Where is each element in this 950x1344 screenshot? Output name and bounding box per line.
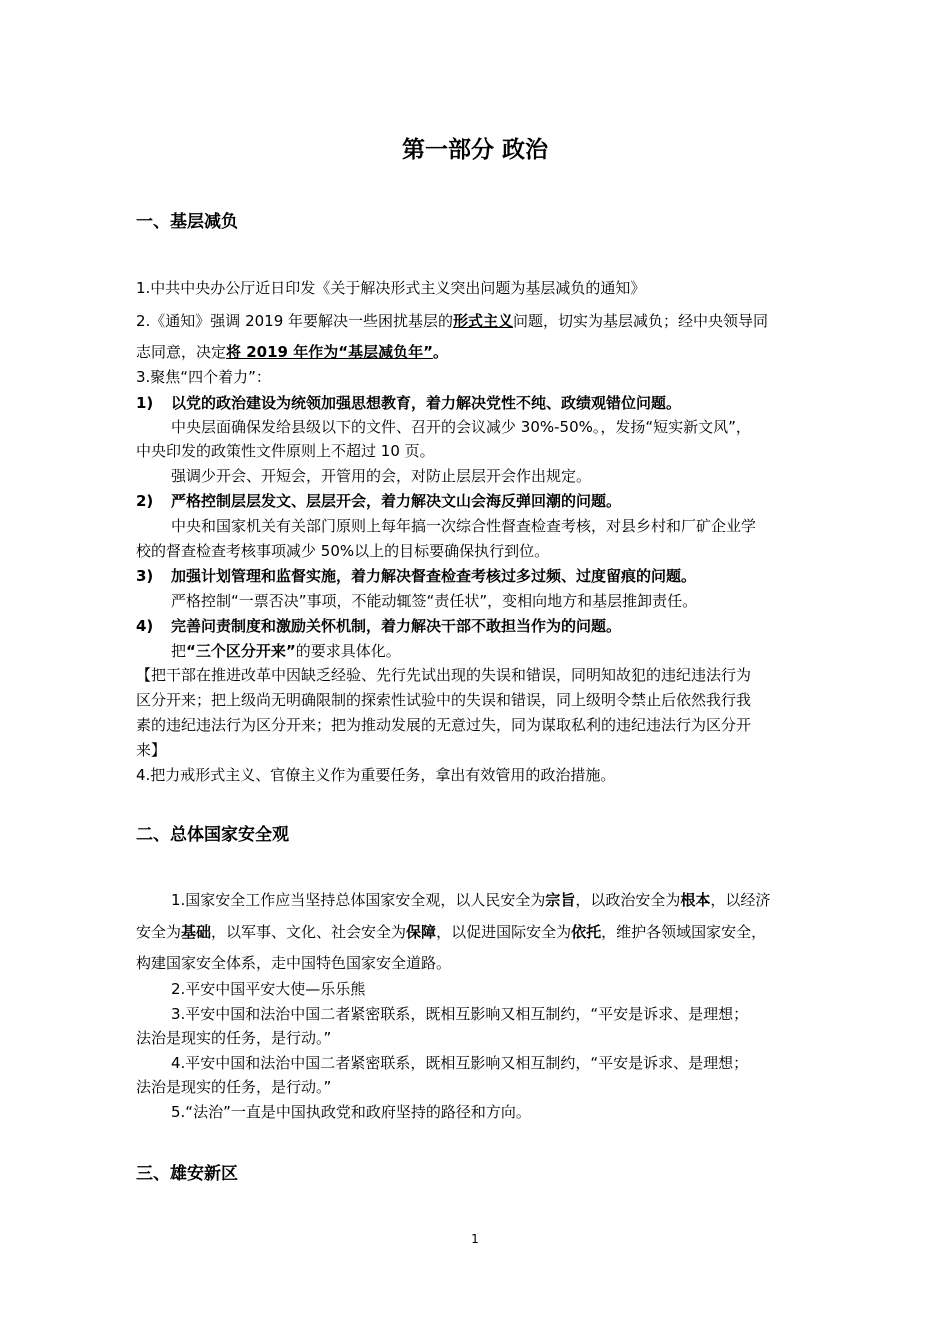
numbered-item <box>136 392 681 415</box>
item-text: 完善问责制度和激励关怀机制，着力解决干部不敢担当作为的问题。 <box>171 617 622 635</box>
paragraph-line: 4.把力戒形式主义、官僚主义作为重要任务，拿出有效管用的政治措施。 <box>136 766 616 784</box>
paragraph-line: 中央和国家机关有关部门原则上每年搞一次综合性督查检查考核，对县乡村和厂矿企业学 <box>171 517 757 535</box>
section-heading-1: 一、基层减负 <box>136 212 238 232</box>
numbered-item <box>136 490 621 513</box>
text-run: 。 <box>432 343 448 361</box>
text-run: 1.国家安全工作应当坚持总体国家安全观，以人民安全为 <box>171 891 546 909</box>
numbered-item <box>136 565 696 588</box>
bold-term: “三个区分开来” <box>186 642 296 660</box>
paragraph-line <box>136 921 766 944</box>
item-text: 加强计划管理和监督实施，着力解决督查检查考核过多过频、过度留痕的问题。 <box>171 567 697 585</box>
section-heading-2: 二、总体国家安全观 <box>136 825 289 845</box>
item-number: 4) <box>136 617 154 635</box>
text-run: 问题，切实为基层减负；经中央领导同 <box>513 312 769 330</box>
item-text: 严格控制层层发文、层层开会，着力解决文山会海反弹回潮的问题。 <box>171 492 622 510</box>
paragraph-line: 2.平安中国平安大使—乐乐熊 <box>171 980 366 998</box>
underlined-term: 形式主义 <box>453 312 514 330</box>
paragraph-line: 区分开来；把上级尚无明确限制的探索性试验中的失误和错误，同上级明令禁止后依然我行我 <box>136 691 752 709</box>
text-run: 安全为 <box>136 923 182 941</box>
text-run: 2.《通知》强调 2019 年要解决一些困扰基层的 <box>136 312 454 330</box>
paragraph-line: 5.“法治”一直是中国执政党和政府坚持的路径和方向。 <box>171 1103 531 1121</box>
text-run: ，以军事、文化、社会安全为 <box>211 923 407 941</box>
paragraph-line: 素的违纪违法行为区分开来；把为推动发展的无意过失，同为谋取私利的违纪违法行为区分开 <box>136 716 752 734</box>
paragraph-line: 强调少开会、开短会，开管用的会，对防止层层开会作出规定。 <box>171 467 592 485</box>
paragraph-line: 【把干部在推进改革中因缺乏经验、先行先试出现的失误和错误，同明知故犯的违纪违法行为 <box>136 666 752 684</box>
paragraph-line: 1.中共中央办公厅近日印发《关于解决形式主义突出问题为基层减负的通知》 <box>136 279 646 297</box>
numbered-item <box>136 615 621 638</box>
text-run: ，以政治安全为 <box>575 891 681 909</box>
text-run: ，以促进国际安全为 <box>436 923 572 941</box>
item-text: 以党的政治建设为统领加强思想教育，着力解决党性不纯、政绩观错位问题。 <box>171 394 682 412</box>
paragraph-line <box>136 310 768 333</box>
item-number: 1) <box>136 394 154 412</box>
bold-term: 依托 <box>571 923 602 941</box>
text-run: ，以经济 <box>710 891 771 909</box>
paragraph-line: 构建国家安全体系，走中国特色国家安全道路。 <box>136 954 452 972</box>
text-run: 把 <box>171 642 187 660</box>
page-title: 第一部分 政治 <box>401 137 548 163</box>
bold-term: 基础 <box>181 923 212 941</box>
paragraph-line: 中央印发的政策性文件原则上不超过 10 页。 <box>136 442 435 460</box>
section-heading-3: 三、雄安新区 <box>136 1164 238 1184</box>
text-run: ，维护各领域国家安全， <box>601 923 767 941</box>
text-run: 的要求具体化。 <box>295 642 401 660</box>
item-number: 2) <box>136 492 154 510</box>
paragraph-line <box>171 889 770 912</box>
text-run: 志同意，决定 <box>136 343 227 361</box>
paragraph-line: 3.平安中国和法治中国二者紧密联系，既相互影响又相互制约，“平安是诉求、是理想； <box>171 1005 749 1023</box>
page-number: 1 <box>471 1232 479 1246</box>
paragraph-line: 4.平安中国和法治中国二者紧密联系，既相互影响又相互制约，“平安是诉求、是理想； <box>171 1054 749 1072</box>
item-number: 3) <box>136 567 154 585</box>
bold-term: 宗旨 <box>545 891 576 909</box>
paragraph-line <box>136 341 448 364</box>
paragraph-line: 严格控制“一票否决”事项，不能动辄签“责任状”，变相向地方和基层推卸责任。 <box>171 592 698 610</box>
bold-term: 根本 <box>680 891 711 909</box>
paragraph-line: 校的督查检查考核事项减少 50%以上的目标要确保执行到位。 <box>136 542 550 560</box>
paragraph-line: 法治是现实的任务，是行动。” <box>136 1029 332 1047</box>
underlined-term: 将 2019 年作为“基层减负年” <box>226 343 433 361</box>
paragraph-line <box>171 640 401 663</box>
paragraph-line: 中央层面确保发给县级以下的文件、召开的会议减少 30%-50%。，发扬“短实新文风”， <box>171 418 751 436</box>
paragraph-line: 3.聚焦“四个着力”： <box>136 368 271 386</box>
bold-term: 保障 <box>406 923 437 941</box>
paragraph-line: 来】 <box>136 741 167 759</box>
paragraph-line: 法治是现实的任务，是行动。” <box>136 1078 332 1096</box>
